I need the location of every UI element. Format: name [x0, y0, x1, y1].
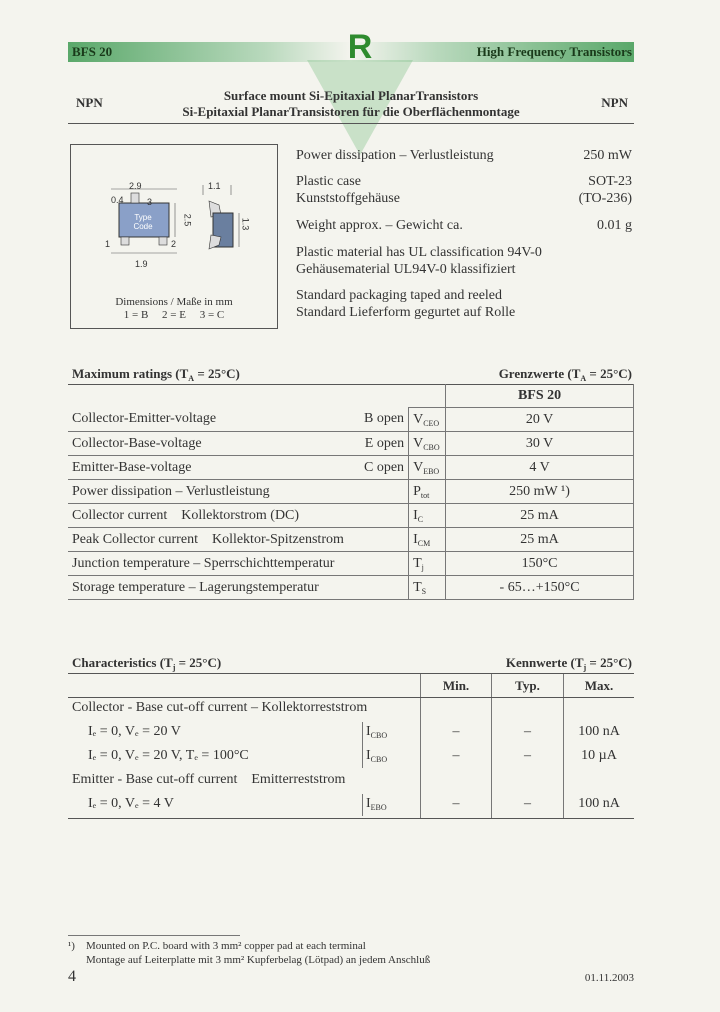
table-row: Junction temperature – Sperrschichttemperatur $T_j$ 150°C	[68, 552, 634, 576]
title-divider	[68, 123, 634, 124]
footnote-line: Mounted on P.C. board with 3 mm² copper pad at each terminal	[86, 940, 366, 952]
max-value: 10 µA	[581, 748, 617, 763]
typ-value: –	[524, 796, 531, 811]
dimension-caption: Dimensions / Maße in mm	[115, 296, 233, 308]
pin-assignment: 1 = B 2 = E 3 = C	[123, 309, 225, 321]
dim-lead: 0.4	[111, 195, 124, 205]
min-value: –	[452, 796, 460, 811]
dim-top: 2.9	[129, 181, 142, 191]
spec-label: Kunststoffgehäuse	[296, 191, 400, 206]
max-ratings-table	[68, 384, 634, 600]
table-row: Storage temperature – Lagerungstemperatur $T_S$ - 65…+150°C	[68, 576, 634, 600]
spec-value: 250 mW	[583, 148, 632, 163]
table-row: Collector current Kollektorstrom (DC) $I_C$ 25 mA	[68, 504, 634, 528]
table-row: Peak Collector current Kollektor-Spitzenstrom $I_{CM}$ 25 mA	[68, 528, 634, 552]
symbol: $I_{CBO}$	[366, 724, 388, 740]
max-value: 100 nA	[578, 796, 620, 811]
dim-body-height: 1.3	[240, 217, 251, 231]
package-drawing-box	[70, 144, 278, 329]
symbol: $I_{CBO}$	[366, 748, 388, 764]
pin-1-label: 1	[105, 239, 111, 249]
typ-value: –	[524, 748, 531, 763]
table-row: Collector-Emitter-voltage B open $V_{CEO}$ 20 V	[68, 408, 634, 432]
product-category: High Frequency Transistors	[476, 44, 632, 59]
max-ratings-title: Maximum ratings $(T_A = 25^\circ C)$	[72, 366, 240, 383]
group-label: Collector - Base cut-off current – Kollektorreststrom	[72, 700, 368, 715]
spec-label: Power dissipation – Verlustleistung	[296, 148, 494, 163]
part-column-header: BFS 20	[446, 384, 634, 408]
title-german: Si-Epitaxial PlanarTransistoren für die Oberflächenmontage	[182, 104, 520, 119]
footnote-rule	[68, 935, 240, 936]
symbol: $I_{EBO}$	[366, 796, 387, 812]
kennwerte-title: Kennwerte $(T_j = 25^\circ C)$	[505, 655, 632, 672]
test-condition: Iₑ = 0, Vₑ = 20 V	[88, 724, 181, 739]
test-condition: Iₑ = 0, Vₑ = 20 V, Tₑ = 100°C	[88, 748, 249, 763]
col-min-header: Min.	[442, 678, 470, 693]
min-value: –	[452, 748, 460, 763]
max-value: 100 nA	[578, 724, 620, 739]
symbol-divider	[362, 722, 363, 768]
footnote-mark: ¹)	[68, 940, 75, 952]
table-bottom-line	[68, 818, 634, 819]
table-row: Collector-Base-voltage E open $V_{CBO}$ 30 V	[68, 432, 634, 456]
col-typ-header: Typ.	[515, 678, 540, 693]
page-number: 4	[68, 968, 76, 985]
npn-right: NPN	[601, 95, 628, 110]
spec-label: Weight approx. – Gewicht ca.	[296, 218, 463, 233]
spec-label: Standard packaging taped and reeled	[296, 288, 503, 303]
grenzwerte-title: Grenzwerte $(T_A = 25^\circ C)$	[498, 366, 632, 383]
pin-2-label: 2	[171, 239, 177, 249]
symbol-divider	[362, 794, 363, 816]
col-max-header: Max.	[584, 678, 614, 693]
spec-value: SOT-23	[588, 174, 632, 189]
dim-bottom: 1.9	[135, 259, 148, 269]
spec-label: Plastic material has UL classification 94V-0	[296, 245, 542, 260]
header-divider	[68, 697, 634, 698]
footnote-line: Montage auf Leiterplatte mit 3 mm² Kupferbelag (Lötpad) an jedem Anschluß	[86, 954, 431, 966]
dim-height: 2.5	[182, 213, 193, 227]
title-english: Surface mount Si-Epitaxial PlanarTransistors	[223, 88, 479, 103]
pin-3-label: 3	[147, 197, 153, 207]
table-row: Emitter-Base-voltage C open $V_{EBO}$ 4 V	[68, 456, 634, 480]
test-condition: Iₑ = 0, Vₑ = 4 V	[88, 796, 174, 811]
company-logo: R	[347, 28, 373, 66]
min-value: –	[452, 724, 460, 739]
typ-value: –	[524, 724, 531, 739]
spec-value: (TO-236)	[578, 191, 632, 206]
npn-left: NPN	[76, 95, 103, 110]
spec-label: Gehäusematerial UL94V-0 klassifiziert	[296, 262, 516, 277]
part-number: BFS 20	[72, 44, 113, 59]
spec-value: 0.01 g	[597, 218, 632, 233]
characteristics-divider	[68, 673, 634, 674]
spec-label: Standard Lieferform gegurtet auf Rolle	[296, 305, 516, 320]
characteristics-title: Characteristics $(T_j = 25^\circ C)$	[72, 655, 222, 672]
table-row: Power dissipation – Verlustleistung $P_{tot}$ 250 mW ¹)	[68, 480, 634, 504]
spec-label: Plastic case	[296, 174, 361, 189]
footer-date: 01.11.2003	[584, 972, 634, 984]
dim-side: 1.1	[208, 181, 221, 191]
group-label: Emitter - Base cut-off current Emitterreststrom	[72, 772, 346, 787]
type-code-label: Type Code	[133, 213, 153, 231]
